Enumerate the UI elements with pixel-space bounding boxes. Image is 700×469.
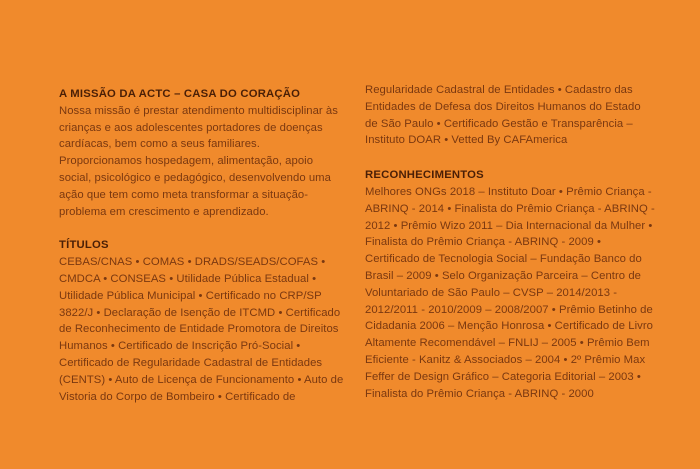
reconhecimentos-text: Melhores ONGs 2018 – Instituto Doar • Prêmio Criança - ABRINQ - 2014 • Finalista do Prêmio Criança - ABRINQ - 2012 • Prêmio Wizo 2011 – Dia Internacional da Mulher • Finalista do Prêmio Criança - ABRINQ - 2009 • Certificado de Tecnologia Social – Fundação Banco do Brasil – 2009 • Selo Organização Parceira – Centro de Voluntariado de São Paulo – CVSP – 2014/2013 - 2012/2011 - 2010/2009 – 2008/2007 • Prêmio Betinho de Cidadania 2006 – Menção Honrosa • Certificado de Livro Altamente Recomendável – FNLIJ – 2005 • Prêmio Bem Eficiente - Kanitz & Associados – 2004 • 2º Prêmio Max Feffer de Design Gráfico – Categoria Editorial – 2003 • Finalista do Prêmio Criança - ABRINQ - 2000 <box>365 185 655 400</box>
titulos-heading: TÍTULOS <box>59 239 109 252</box>
reconhecimentos-heading: RECONHECIMENTOS <box>365 169 484 182</box>
section-spacer <box>59 220 344 237</box>
left-column <box>59 86 344 405</box>
section-spacer <box>365 149 655 167</box>
titulos-text: CEBAS/CNAS • COMAS • DRADS/SEADS/COFAS • CMDCA • CONSEAS • Utilidade Pública Estadual • Utilidade Pública Municipal • Certificado no CRP/SP 3822/J • Declaração de Isenção de ITCMD • Certificado de Reconhecimento de Entidade Promotora de Direitos Humanos • Certificado de Inscrição Pró-Social • Certificado de Regularidade Cadastral de Entidades (CENTS) • Auto de Licença de Funcionamento • Auto de Vistoria do Corpo de Bombeiro • Certificado de <box>59 256 344 403</box>
missao-heading: A MISSÃO DA ACTC – CASA DO CORAÇÃO <box>59 88 301 100</box>
missao-text: Nossa missão é prestar atendimento multidisciplinar às crianças e aos adolescentes portadores de doenças cardíacas, bem como a seus familiares. Proporcionamos hospedagem, alimentação, apoio social, psicológico e pedagógico, desenvolvendo uma ação que tem como meta transformar a situação-problema em crescimento e aprendizado. <box>59 104 338 218</box>
right-column <box>365 82 655 402</box>
titulos-continuation-text: Regularidade Cadastral de Entidades • Cadastro das Entidades de Defesa dos Direitos Humanos do Estado de São Paulo • Certificado Gestão e Transparência – Instituto DOAR • Vetted By CAFAmerica <box>365 84 641 147</box>
